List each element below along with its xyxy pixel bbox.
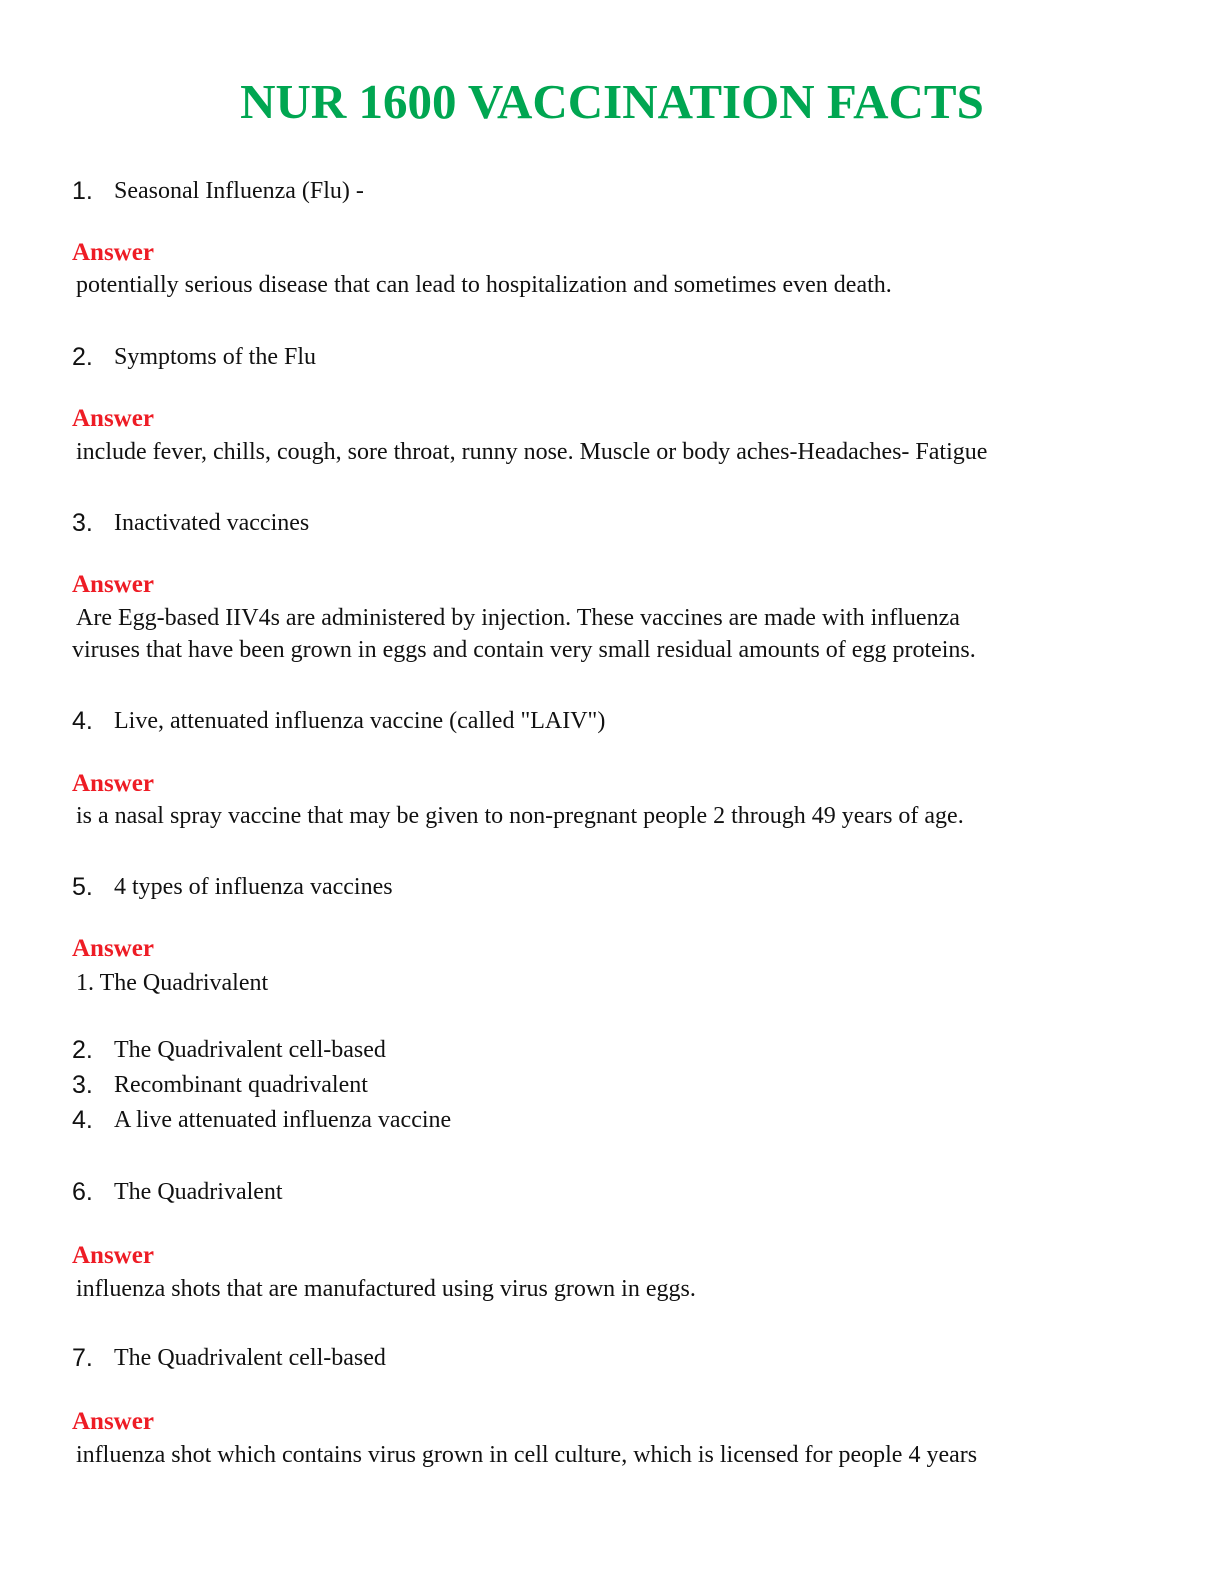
item-answer: influenza shot which contains virus grown in cell culture, which is licensed for people 4 years [76,1442,978,1468]
item-number: 3. [72,509,93,537]
item-answer-line: Are Egg-based IIV4s are administered by injection. These vaccines are made with influenza [76,605,960,631]
answer-label: Answer [72,1408,154,1435]
item-question: 4 types of influenza vaccines [114,874,393,900]
item-question: The Quadrivalent cell-based [114,1345,386,1371]
item-answer: influenza shots that are manufactured using virus grown in eggs. [76,1276,696,1302]
item-question: Live, attenuated influenza vaccine (called "LAIV") [114,708,606,734]
sub-item-number: 4. [72,1106,93,1134]
item-number: 5. [72,873,93,901]
answer-label: Answer [72,770,154,797]
item-answer: 1. The Quadrivalent [76,970,269,996]
answer-label: Answer [72,239,154,266]
answer-label: Answer [72,571,154,598]
item-answer: include fever, chills, cough, sore throat, runny nose. Muscle or body aches-Headaches- Fatigue [76,439,988,465]
answer-label: Answer [72,405,154,432]
sub-item-text: The Quadrivalent cell-based [114,1037,386,1063]
item-question: Inactivated vaccines [114,510,310,536]
item-number: 7. [72,1344,93,1372]
item-question: Seasonal Influenza (Flu) - [114,178,364,204]
sub-item-text: Recombinant quadrivalent [114,1072,368,1098]
answer-label: Answer [72,1242,154,1269]
item-answer-line: viruses that have been grown in eggs and contain very small residual amounts of egg proteins. [72,637,976,663]
item-answer: potentially serious disease that can lead to hospitalization and sometimes even death. [76,272,892,298]
answer-label: Answer [72,935,154,962]
item-number: 1. [72,177,93,205]
item-question: The Quadrivalent [114,1179,283,1205]
sub-item-number: 2. [72,1036,93,1064]
item-number: 4. [72,707,93,735]
page-title: NUR 1600 VACCINATION FACTS [240,74,984,129]
item-answer: is a nasal spray vaccine that may be given to non-pregnant people 2 through 49 years of age. [76,803,964,829]
sub-item-number: 3. [72,1071,93,1099]
item-number: 6. [72,1178,93,1206]
item-question: Symptoms of the Flu [114,344,317,370]
sub-item-text: A live attenuated influenza vaccine [114,1107,452,1133]
item-number: 2. [72,343,93,371]
